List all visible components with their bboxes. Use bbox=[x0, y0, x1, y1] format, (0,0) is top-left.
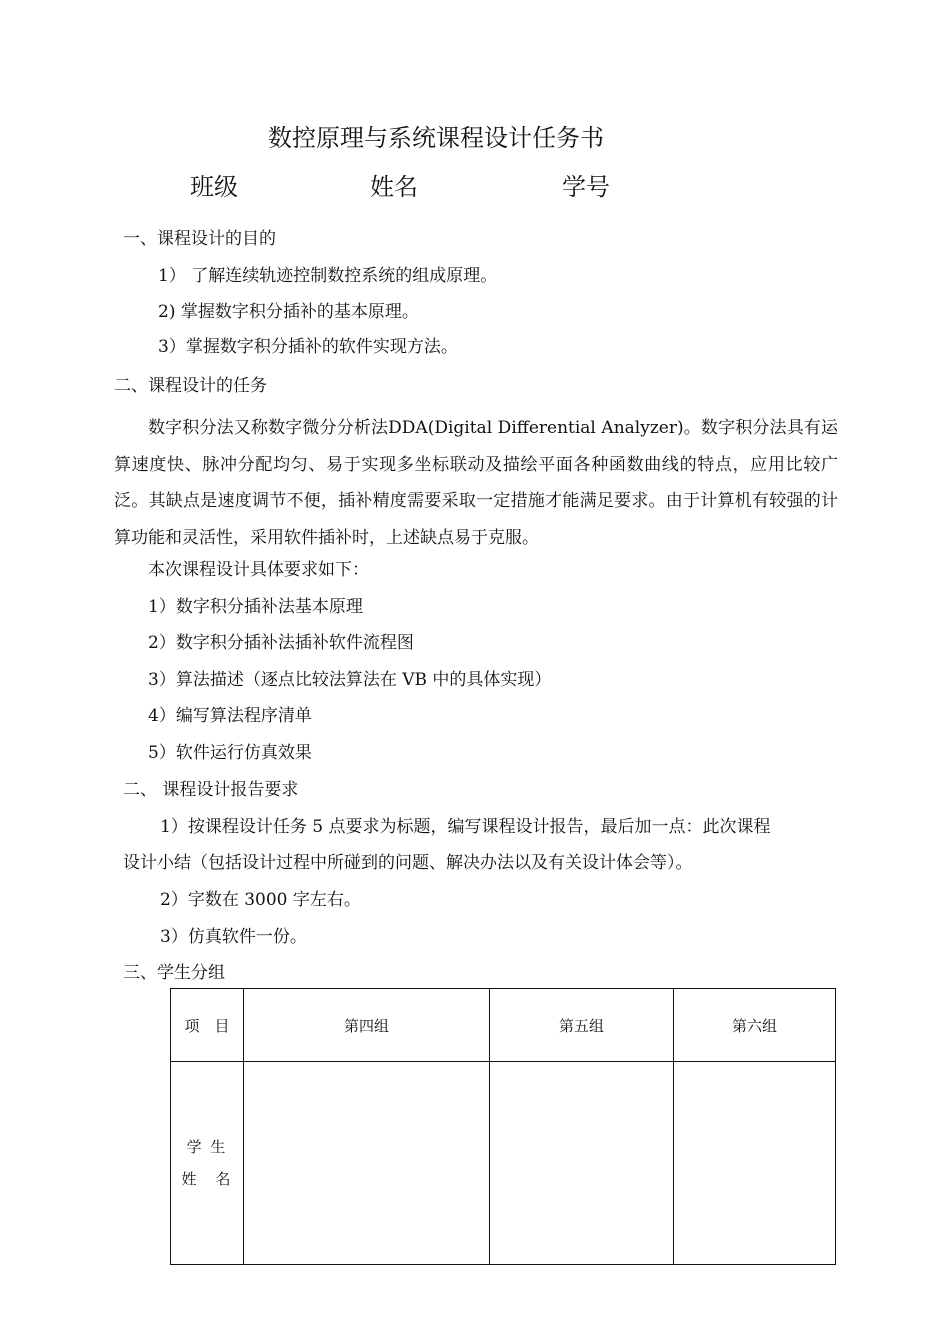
table-row bbox=[171, 1062, 836, 1265]
requirement-item: 1）数字积分插补法基本原理 bbox=[148, 597, 363, 617]
table-cell[interactable] bbox=[674, 1062, 836, 1265]
section-task-heading: 二、课程设计的任务 bbox=[114, 376, 267, 396]
purpose-item: 2) 掌握数字积分插补的基本原理。 bbox=[158, 302, 419, 322]
table-cell[interactable] bbox=[490, 1062, 674, 1265]
purpose-item: 3）掌握数字积分插补的软件实现方法。 bbox=[158, 337, 458, 357]
row-label-cell bbox=[171, 1062, 244, 1265]
requirement-item: 5）软件运行仿真效果 bbox=[148, 743, 312, 763]
table-header-cell: 第五组 bbox=[490, 989, 674, 1062]
name-label: 姓名 bbox=[370, 173, 418, 201]
row-label-line: 姓 名 bbox=[181, 1170, 233, 1188]
requirement-item: 2）数字积分插补法插补软件流程图 bbox=[148, 633, 414, 653]
section-report-heading: 二、 课程设计报告要求 bbox=[123, 780, 299, 800]
requirement-item: 3）算法描述（逐点比较法算法在 VB 中的具体实现） bbox=[148, 670, 552, 690]
report-item: 2）字数在 3000 字左右。 bbox=[160, 890, 361, 910]
report-item-line: 1）按课程设计任务 5 点要求为标题，编写课程设计报告，最后加一点：此次课程 bbox=[160, 817, 771, 837]
table-cell[interactable] bbox=[244, 1062, 490, 1265]
report-item-line: 设计小结（包括设计过程中所碰到的问题、解决办法以及有关设计体会等）。 bbox=[123, 853, 693, 873]
section-purpose-heading: 一、课程设计的目的 bbox=[123, 229, 276, 249]
task-paragraph: 数字积分法又称数字微分分析法DDA(Digital Differential Analyzer)。数字积分法具有运算速度快、脉冲分配均匀、易于实现多坐标联动及描绘平面各种函数曲线的特点，应用比较广泛。其缺点是速度调节不便，插补精度需要采取一定措施才能满足要求。由于计算机有较强的计算功能和灵活性，采用软件插补时，上述缺点易于克服。 bbox=[114, 418, 838, 548]
table-header-cell: 项 目 bbox=[171, 989, 244, 1062]
table-header-row bbox=[171, 989, 836, 1062]
class-label: 班级 bbox=[190, 173, 238, 201]
student-id-label: 学号 bbox=[562, 173, 610, 201]
purpose-item: 1） 了解连续轨迹控制数控系统的组成原理。 bbox=[158, 266, 498, 286]
section-groups-heading: 三、学生分组 bbox=[123, 963, 225, 983]
table-header-cell: 第四组 bbox=[244, 989, 490, 1062]
student-groups-table bbox=[170, 988, 836, 1265]
table-header-cell: 第六组 bbox=[674, 989, 836, 1062]
row-label-line: 学 生 bbox=[186, 1138, 228, 1156]
requirement-item: 4）编写算法程序清单 bbox=[148, 706, 312, 726]
document-title: 数控原理与系统课程设计任务书 bbox=[268, 124, 604, 152]
report-item: 3）仿真软件一份。 bbox=[160, 927, 307, 947]
requirements-intro: 本次课程设计具体要求如下： bbox=[148, 560, 369, 580]
